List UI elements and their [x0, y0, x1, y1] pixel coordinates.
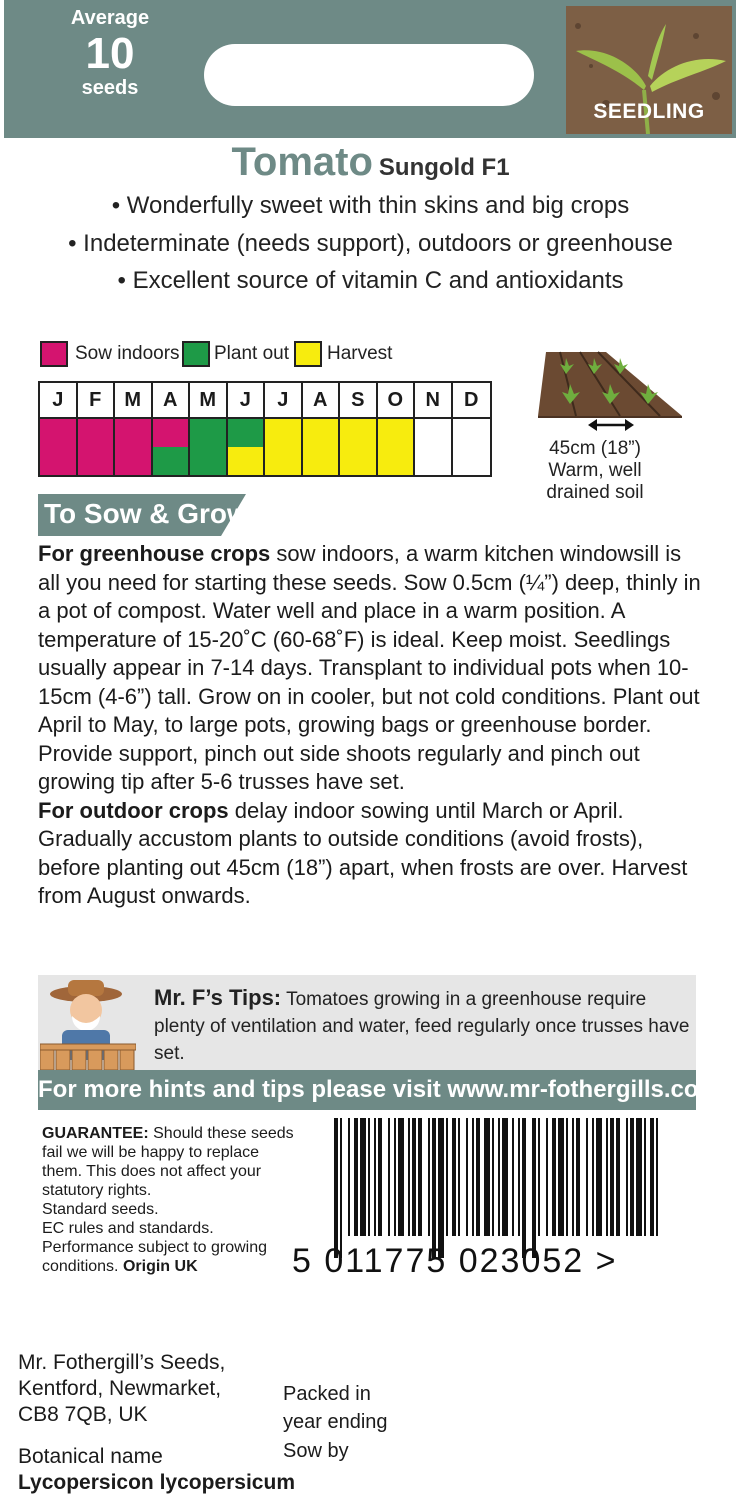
botanical-label: Botanical name [18, 1445, 163, 1468]
calendar-period-cell [40, 419, 78, 447]
packed-line-1: Packed in [283, 1383, 371, 1405]
address-line: CB8 7QB, UK [18, 1403, 148, 1426]
calendar-period-cell [265, 419, 303, 447]
calendar-period-cell [415, 419, 453, 447]
barcode-bar [558, 1118, 564, 1236]
calendar-month: J [228, 383, 266, 417]
tips-text [154, 984, 694, 1067]
feature-bullet: • Indeterminate (needs support), outdoors or greenhouse [68, 230, 673, 257]
barcode-bar [630, 1118, 634, 1236]
origin: Origin UK [122, 1258, 198, 1275]
barcode-bar [502, 1118, 508, 1236]
outdoor-text: delay indoor sowing until March or April. Gradually accustom plants to outside conditions (avoid frosts), before planting out 45cm (18”) apart, when frosts are over. Harvest from August onwards. [38, 797, 688, 908]
calendar-period-cell [265, 447, 303, 475]
barcode-bar [512, 1118, 514, 1236]
legend-label-harvest: Harvest [327, 343, 393, 364]
barcode-bar [458, 1118, 460, 1236]
barcode-digits: 5 011775 023052 > [292, 1242, 618, 1280]
calendar-period-cell [190, 447, 228, 475]
blank-label-area [204, 44, 534, 106]
barcode-bar [572, 1118, 574, 1236]
sowing-calendar [38, 381, 492, 477]
section-title: To Sow & Grow [44, 498, 249, 529]
barcode-bar [360, 1118, 366, 1236]
calendar-period-cell [378, 447, 416, 475]
guarantee-label: GUARANTEE: [42, 1125, 149, 1142]
tips-label: Mr. F’s Tips: [154, 985, 282, 1010]
botanical-latin: Lycopersicon lycopersicum [18, 1471, 295, 1494]
company-address [18, 1350, 278, 1428]
calendar-period-cell [303, 447, 341, 475]
growing-instructions [38, 540, 708, 911]
greenhouse-heading: For greenhouse crops [38, 541, 271, 566]
barcode-bar [408, 1118, 410, 1236]
packed-line-2: year ending [283, 1411, 388, 1433]
barcode-bar [552, 1118, 556, 1236]
barcode-bar [576, 1118, 580, 1236]
product-title [0, 140, 741, 185]
guarantee-text [42, 1124, 302, 1276]
calendar-period-cell [303, 419, 341, 447]
calendar-period-cell [228, 419, 266, 447]
barcode-bar [636, 1118, 642, 1236]
barcode-bar [522, 1118, 526, 1258]
calendar-period-cell [115, 419, 153, 447]
barcode-bar [438, 1118, 444, 1258]
barcode-bar [374, 1118, 376, 1236]
calendar-period-cell [340, 447, 378, 475]
calendar-month: N [415, 383, 453, 417]
barcode-bar [484, 1118, 490, 1236]
legend-swatch-harvest [294, 341, 322, 367]
address-line: Kentford, Newmarket, [18, 1377, 222, 1400]
barcode-bar [656, 1118, 658, 1236]
calendar-period-cell [78, 419, 116, 447]
calendar-month: F [78, 383, 116, 417]
barcode-bar [596, 1118, 602, 1236]
ec-rules: EC rules and standards. [42, 1220, 214, 1237]
website-bar: For more hints and tips please visit www.mr-fothergills.co.uk [38, 1070, 696, 1110]
barcode-bar [412, 1118, 416, 1236]
seed-count-badge [50, 8, 170, 98]
barcode-bar [546, 1118, 548, 1236]
barcode-bar [398, 1118, 404, 1236]
barcode-bar [586, 1118, 588, 1236]
outdoor-heading: For outdoor crops [38, 797, 229, 823]
calendar-period-cell [415, 447, 453, 475]
barcode-bar [340, 1118, 342, 1258]
spacing-arrow-icon [588, 416, 634, 434]
barcode-bar [610, 1118, 614, 1236]
seedling-label: SEEDLING [593, 100, 705, 123]
soil-line-1: Warm, well [548, 460, 642, 481]
calendar-period-cell [40, 447, 78, 475]
calendar-period-cell [340, 419, 378, 447]
row-spacing: 45cm (18”) [549, 438, 641, 459]
barcode-bar [492, 1118, 494, 1236]
calendar-period-cell [453, 447, 491, 475]
calendar-month: M [190, 383, 228, 417]
tips-body: Tomatoes growing in a greenhouse require plenty of ventilation and water, feed regularly once trusses have set. [154, 989, 690, 1064]
feature-bullet: • Excellent source of vitamin C and antioxidants [117, 267, 624, 294]
botanical-name [18, 1444, 295, 1496]
barcode-bar [378, 1118, 382, 1236]
mr-f-character-icon [40, 976, 136, 1070]
barcode-bar [388, 1118, 390, 1236]
standard-seeds: Standard seeds. [42, 1201, 159, 1218]
barcode-bar [476, 1118, 480, 1236]
seed-count-unit: seeds [81, 77, 139, 99]
barcode [334, 1118, 664, 1258]
calendar-month: S [340, 383, 378, 417]
calendar-month: A [303, 383, 341, 417]
barcode-bar [626, 1118, 628, 1236]
feature-bullet: • Wonderfully sweet with thin skins and big crops [111, 192, 630, 219]
calendar-period-cell [228, 447, 266, 475]
barcode-bar [606, 1118, 608, 1236]
barcode-bar [368, 1118, 370, 1236]
barcode-bar [394, 1118, 396, 1236]
legend-label-sow: Sow indoors [75, 343, 180, 364]
legend-swatch-sow [40, 341, 68, 367]
calendar-period-cell [153, 447, 191, 475]
product-variety: Sungold F1 [378, 154, 510, 181]
performance-note: Performance subject to growing conditions. [42, 1239, 267, 1275]
calendar-period-cell [378, 419, 416, 447]
calendar-period-cell [115, 447, 153, 475]
barcode-bar [466, 1118, 468, 1236]
barcode-bar [518, 1118, 520, 1236]
barcode-bar [616, 1118, 620, 1236]
calendar-month: J [265, 383, 303, 417]
legend-label-plant: Plant out [214, 343, 289, 364]
barcode-bar [354, 1118, 358, 1236]
calendar-period-cell [190, 419, 228, 447]
barcode-bar [334, 1118, 338, 1258]
barcode-bar [446, 1118, 448, 1236]
packed-info [283, 1380, 388, 1436]
calendar-period-cell [78, 447, 116, 475]
guarantee-body: Should these seeds fail we will be happy to replace them. This does not affect your statutory rights. [42, 1125, 294, 1199]
calendar-month: M [115, 383, 153, 417]
calendar-period-cell [453, 419, 491, 447]
barcode-bar [538, 1118, 540, 1236]
sow-by-label: Sow by [283, 1440, 349, 1462]
barcode-bar [432, 1118, 436, 1258]
calendar-period-cell [153, 419, 191, 447]
soil-line-2: drained soil [546, 482, 644, 503]
barcode-bar [452, 1118, 456, 1236]
calendar-month: A [153, 383, 191, 417]
barcode-bar [418, 1118, 422, 1236]
barcode-bar [498, 1118, 500, 1236]
seed-count-number: 10 [85, 29, 135, 78]
seed-count-top: Average [70, 7, 150, 29]
barcode-bar [566, 1118, 568, 1236]
greenhouse-text: sow indoors, a warm kitchen windowsill is all you need for starting these seeds. Sow 0.5cm (¼”) deep, thinly in a pot of compost. Water well and place in a warm position. A temperature of 15-20˚C (60-68˚F) is ideal. Keep moist. Seedlings usually appear in 7-14 days. Transplant to individual pots when 10-15cm (4-6”) tall. Grow on in cooler, but not cold conditions. Plant out April to May, to large pots, growing bags or greenhouse border. Provide support, pinch out side shoots regularly and pinch out growing tip after 5-6 trusses have set. [38, 541, 701, 794]
barcode-bar [348, 1118, 350, 1236]
barcode-bar [650, 1118, 654, 1236]
barcode-bar [644, 1118, 646, 1236]
product-name: Tomato [231, 140, 373, 184]
barcode-bar [428, 1118, 430, 1236]
calendar-month: O [378, 383, 416, 417]
calendar-month: D [464, 389, 479, 411]
calendar-month: J [40, 383, 78, 417]
barcode-bar [592, 1118, 594, 1236]
legend-swatch-plant [182, 341, 210, 367]
barcode-bar [532, 1118, 536, 1258]
row-diagram-caption [520, 438, 670, 504]
address-line: Mr. Fothergill’s Seeds, [18, 1351, 226, 1374]
barcode-bar [472, 1118, 474, 1236]
